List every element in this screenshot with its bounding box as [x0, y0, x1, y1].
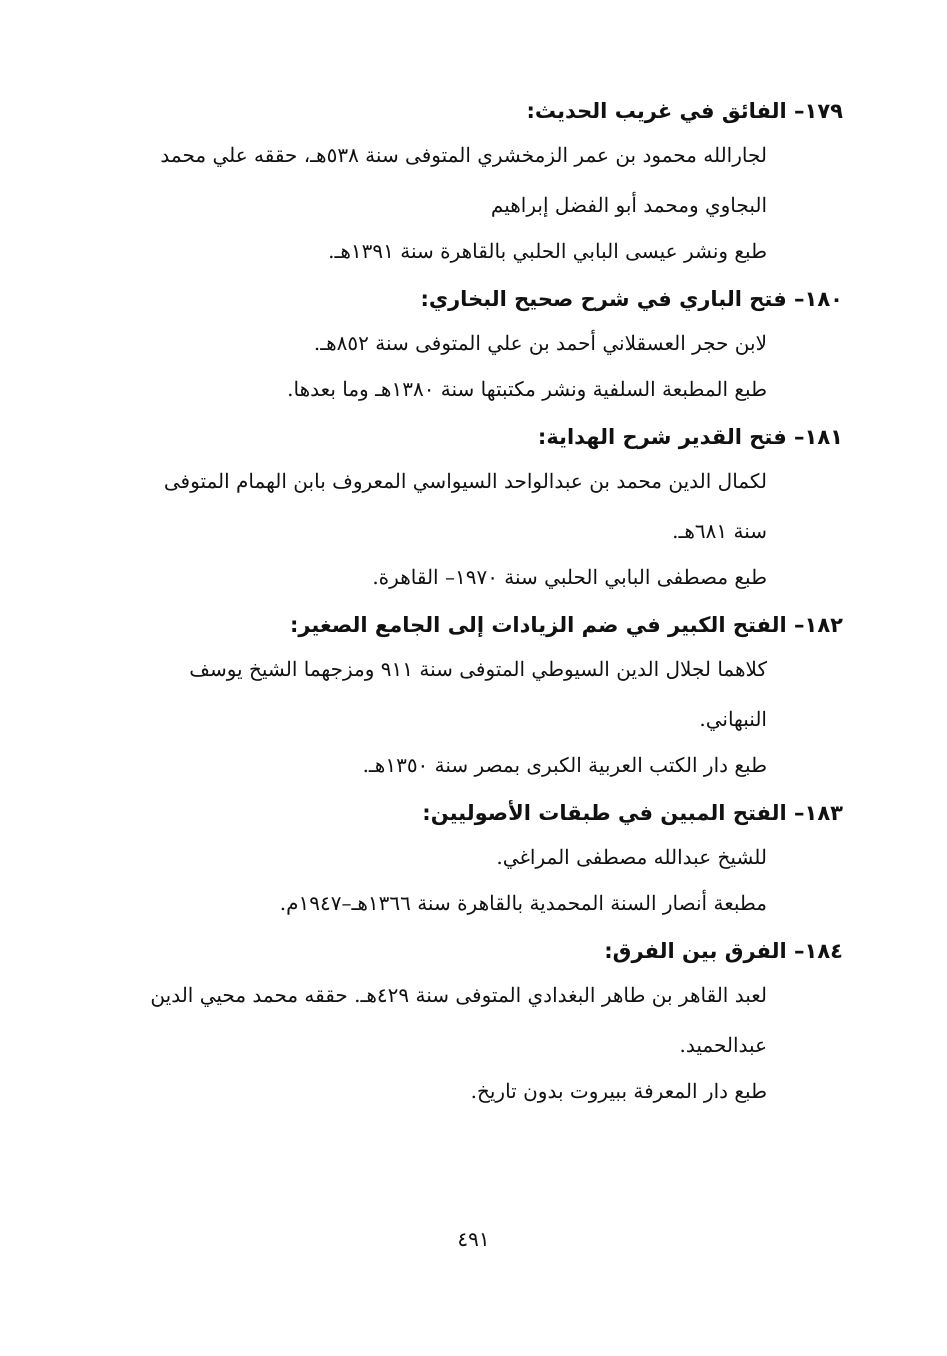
bibliography-list [131, 96, 843, 1124]
bibliography-entry-179 [131, 96, 843, 268]
entry-author: للشيخ عبدالله مصطفى المراغي. [496, 845, 767, 869]
entry-publication: طبع ونشر عيسى البابي الحلبي بالقاهرة سنة ١٣٩١هـ. [328, 239, 767, 263]
entry-body [131, 832, 767, 920]
entry-title: ١٨٠– فتح الباري في شرح صحيح البخاري: [420, 287, 843, 311]
entry-author: لكمال الدين محمد بن عبدالواحد السيواسي المعروف بابن الهمام المتوفى سنة ٦٨١هـ. [163, 469, 767, 543]
bibliography-entry-182 [131, 610, 843, 782]
entry-publication: طبع المطبعة السلفية ونشر مكتبتها سنة ١٣٨٠هـ وما بعدها. [287, 377, 767, 401]
page-number: ٤٩١ [457, 1227, 490, 1251]
bibliography-entry-183 [131, 798, 843, 920]
entry-author: لابن حجر العسقلاني أحمد بن علي المتوفى سنة ٨٥٢هـ. [313, 331, 767, 355]
entry-publication: طبع دار المعرفة ببيروت بدون تاريخ. [470, 1079, 767, 1103]
entry-publication: طبع مصطفى البابي الحلبي سنة ١٩٧٠– القاهرة. [372, 565, 767, 589]
entry-body [131, 970, 767, 1108]
entry-author: كلاهما لجلال الدين السيوطي المتوفى سنة ٩١١ ومزجهما الشيخ يوسف النبهاني. [189, 657, 767, 731]
bibliography-entry-181 [131, 422, 843, 594]
entry-body [131, 456, 767, 594]
bibliography-entry-180 [131, 284, 843, 406]
entry-title: ١٨١– فتح القدير شرح الهداية: [537, 425, 843, 449]
entry-publication: مطبعة أنصار السنة المحمدية بالقاهرة سنة ١٣٦٦هـ–١٩٤٧م. [279, 891, 767, 915]
bibliography-entry-184 [131, 936, 843, 1108]
entry-title: ١٨٢– الفتح الكبير في ضم الزيادات إلى الجامع الصغير: [289, 613, 843, 637]
entry-publication: طبع دار الكتب العربية الكبرى بمصر سنة ١٣٥٠هـ. [362, 753, 767, 777]
entry-author: لعبد القاهر بن طاهر البغدادي المتوفى سنة ٤٢٩هـ. حققه محمد محيي الدين عبدالحميد. [150, 983, 767, 1057]
entry-body [131, 130, 767, 268]
entry-title: ١٧٩– الفائق في غريب الحديث: [526, 99, 843, 123]
entry-title: ١٨٤– الفرق بين الفرق: [604, 939, 843, 963]
entry-body [131, 318, 767, 406]
entry-body [131, 644, 767, 782]
entry-author: لجارالله محمود بن عمر الزمخشري المتوفى سنة ٥٣٨هـ، حققه علي محمد البجاوي ومحمد أبو الفضل إبراهيم [160, 143, 767, 217]
entry-title: ١٨٣– الفتح المبين في طبقات الأصوليين: [422, 801, 843, 825]
